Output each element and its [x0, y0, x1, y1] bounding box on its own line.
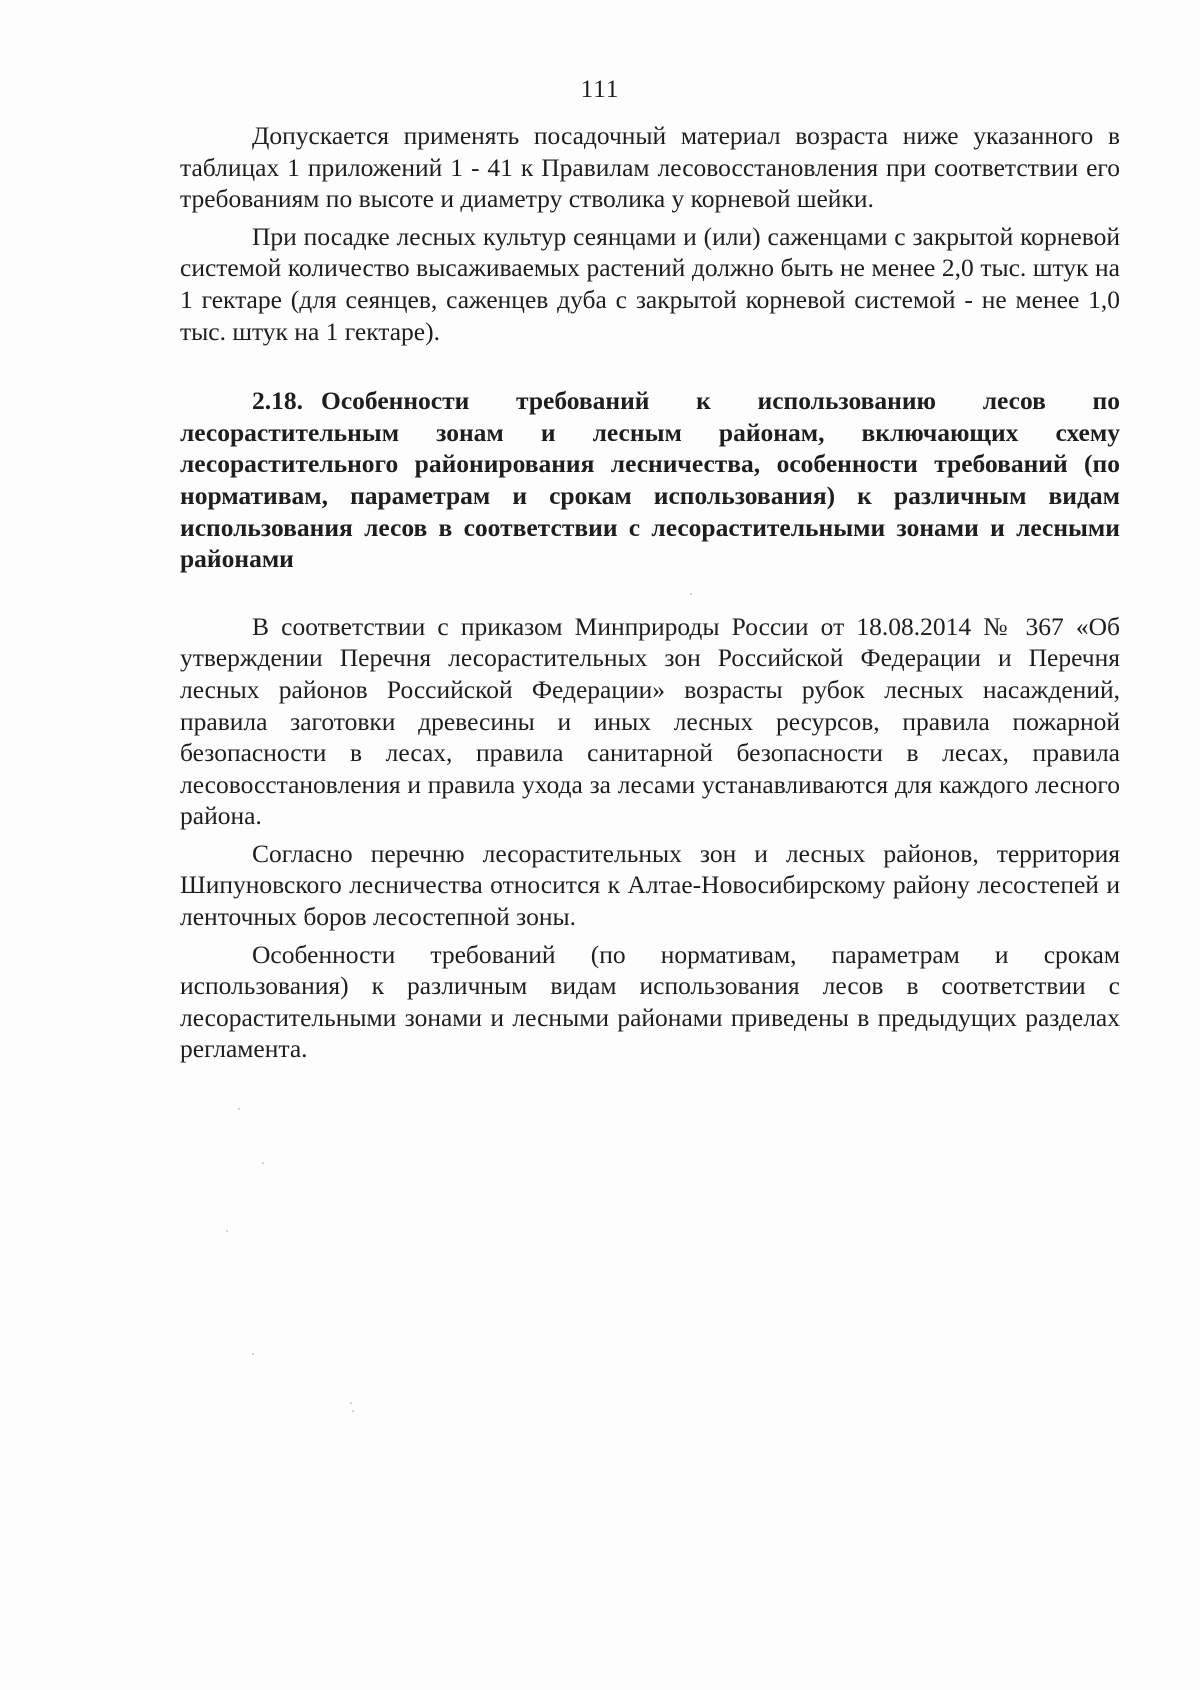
- paragraph-forest-zones-list: Согласно перечню лесорастительных зон и лесных районов, территория Шипуновского лесничества относится к Алтае-Новосибирскому району лесостепей и ленточных боров лесостепной зоны.: [180, 838, 1120, 932]
- scan-speck: [690, 593, 692, 595]
- paragraph-closed-root-system: При посадке лесных культур сеянцами и (или) саженцами с закрытой корневой системой количество высаживаемых растений должно быть не менее 2,0 тыс. штук на 1 гектаре (для сеянцев, саженцев дуба с закрытой корневой системой - не менее 1,0 тыс. штук на 1 гектаре).: [180, 221, 1120, 346]
- section-title: Особенности требований к использованию лесов по лесорастительным зонам и лесным районам, включающих схему лесорастительного районирования лесничества, особенности требований (по нормативам, параметрам и срокам использования) к различным видам использования лесов в соответствии с лесорастительными зонами и лесными районами: [180, 386, 1120, 574]
- page-number: 111: [580, 76, 620, 103]
- scan-speck: [262, 1162, 264, 1164]
- section-number: 2.18.: [252, 386, 303, 416]
- scan-speck: [352, 1410, 354, 1412]
- page-content: [180, 120, 1120, 1065]
- paragraph-ministry-order: В соответствии с приказом Минприроды России от 18.08.2014 № 367 «Об утверждении Перечня лесорастительных зон Российской Федерации и Перечня лесных районов Российской Федерации» возрасты рубок лесных насаждений, правила заготовки древесины и иных лесных ресурсов, правила пожарной безопасности в лесах, правила санитарной безопасности в лесах, правила лесовосстановления и правила ухода за лесами устанавливаются для каждого лесного района.: [180, 611, 1120, 831]
- scan-speck: [350, 1402, 352, 1404]
- paragraph-requirements-features: Особенности требований (по нормативам, параметрам и срокам использования) к различным видам использования лесов в соответствии с лесорастительными зонами и лесными районами приведены в предыдущих разделах регламента.: [180, 939, 1120, 1064]
- section-heading: [180, 385, 1120, 575]
- scan-speck: [238, 1108, 240, 1110]
- scan-speck: [252, 1353, 254, 1355]
- paragraph-planting-material: Допускается применять посадочный материал возраста ниже указанного в таблицах 1 приложений 1 - 41 к Правилам лесовосстановления при соответствии его требованиям по высоте и диаметру стволика у корневой шейки.: [180, 121, 1120, 214]
- scan-speck: [226, 1230, 228, 1232]
